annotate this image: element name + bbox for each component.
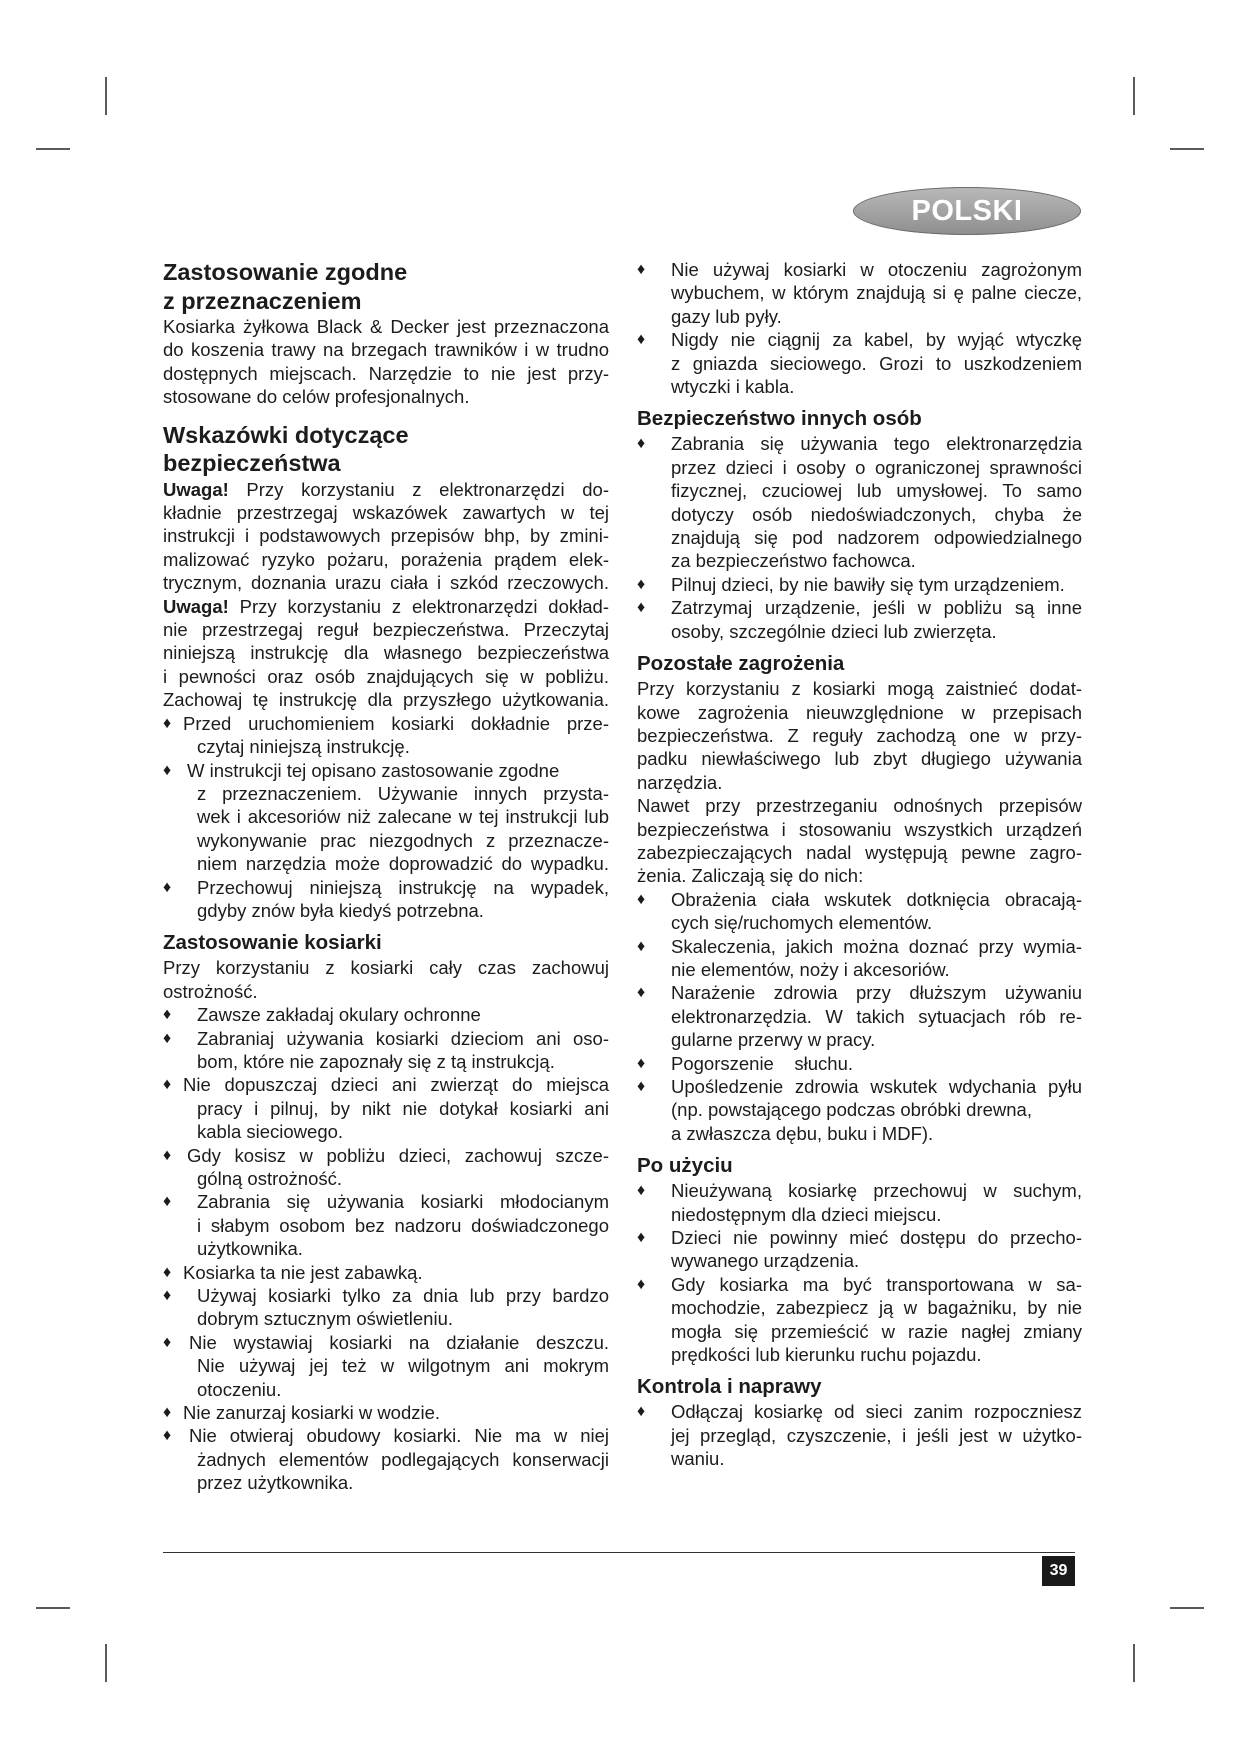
crop-mark bbox=[1170, 148, 1204, 150]
bullet-diamond-icon: ♦ bbox=[163, 1146, 172, 1164]
bullet-diamond-icon: ♦ bbox=[637, 261, 646, 278]
list-item: ♦ Nie wystawiaj kosiarki na działanie deszczu. Nie używaj jej też w wilgotnym ani mokrym otoczeniu. bbox=[163, 1331, 609, 1400]
section-title-after-use: Po użyciu bbox=[637, 1154, 733, 1178]
bullet-diamond-icon: ♦ bbox=[637, 1182, 646, 1200]
bullet-diamond-icon: ♦ bbox=[163, 1333, 172, 1351]
bullet-diamond-icon: ♦ bbox=[163, 1427, 172, 1445]
after-use-bullet-list bbox=[637, 1179, 1082, 1366]
bullet-diamond-icon: ♦ bbox=[637, 435, 646, 453]
bullet-diamond-icon: ♦ bbox=[637, 331, 646, 349]
section-title-intended-use: Zastosowanie zgodne z przeznaczeniem bbox=[163, 259, 408, 314]
section-title-mower-use: Zastosowanie kosiarki bbox=[163, 931, 382, 955]
bullet-diamond-icon: ♦ bbox=[163, 1006, 172, 1024]
list-item: ♦ Zawsze zakładaj okulary ochronne bbox=[163, 1004, 481, 1026]
others-safety-bullet-list bbox=[637, 432, 1082, 643]
bullet-diamond-icon: ♦ bbox=[163, 761, 172, 779]
crop-mark bbox=[36, 1607, 70, 1609]
safety-bullet-list bbox=[163, 712, 609, 923]
page-number: 39 bbox=[1042, 1556, 1075, 1586]
list-item: ♦ Gdy kosisz w pobliżu dzieci, zachowuj szcze- gólną ostrożność. bbox=[163, 1144, 609, 1189]
residual-risks-paragraph-2: Nawet przy przestrzeganiu odnośnych przepisów bezpieczeństwa i stosowaniu wszystkich urządzeń zabezpieczających nadal występują pewne zagro- żenia. Zaliczają się do nich: bbox=[637, 795, 1082, 887]
warning-paragraph-2: Uwaga! Przy korzystaniu z elektronarzędzi dokład- nie przestrzegaj reguł bezpieczeństwa. Przeczytaj niniejszą instrukcję dla własnego bezpieczeństwa i pewności oraz osób znajdujących się w pobliżu. Zachowaj tę instrukcję dla przyszłego użytkowania. bbox=[163, 595, 609, 711]
bullet-diamond-icon: ♦ bbox=[163, 878, 172, 896]
bullet-diamond-icon: ♦ bbox=[637, 1403, 646, 1421]
list-item: ♦ Pilnuj dzieci, by nie bawiły się tym urządzeniem. bbox=[637, 573, 1065, 595]
crop-mark bbox=[1133, 1644, 1135, 1682]
language-badge: POLSKI bbox=[853, 187, 1081, 235]
list-item: ♦ Zabrania się używania tego elektronarzędzia przez dzieci i osoby o ograniczonej sprawności fizycznej, czuciowej lub umysłowej. To samo dotyczy osób niedoświadczonych, chyba że znajdują się pod nadzorem odpowiedzialnego za bezpieczeństwo fachowca. bbox=[637, 433, 1082, 572]
list-item: ♦ Odłączaj kosiarkę od sieci zanim rozpoczniesz jej przegląd, czyszczenie, i jeśli jest w użytko- waniu. bbox=[637, 1401, 1082, 1470]
bullet-diamond-icon: ♦ bbox=[163, 1076, 172, 1094]
bullet-diamond-icon: ♦ bbox=[637, 599, 646, 617]
list-item: ♦ Przed uruchomieniem kosiarki dokładnie prze- czytaj niniejszą instrukcję. bbox=[163, 712, 609, 758]
list-item: ♦ Zabrania się używania kosiarki młodocianym i słabym osobom bez nadzoru doświadczonego użytkownika. bbox=[163, 1191, 609, 1260]
section-title-inspection-repairs: Kontrola i naprawy bbox=[637, 1375, 822, 1399]
list-item: ♦ Obrażenia ciała wskutek dotknięcia obracają- cych się/ruchomych elementów. bbox=[637, 888, 1082, 934]
bullet-diamond-icon: ♦ bbox=[637, 1054, 646, 1072]
list-item: ♦ Nie używaj kosiarki w otoczeniu zagrożonym wybuchem, w którym znajdują si ę palne ciecze, gazy lub pyły. bbox=[637, 259, 1082, 327]
mower-use-paragraph: Przy korzystaniu z kosiarki cały czas zachowuj ostrożność. bbox=[163, 957, 609, 1002]
bullet-diamond-icon: ♦ bbox=[163, 1193, 172, 1211]
section-title-residual-risks: Pozostałe zagrożenia bbox=[637, 652, 845, 676]
list-item: ♦ Dzieci nie powinny mieć dostępu do przecho- wywanego urządzenia. bbox=[637, 1227, 1082, 1272]
list-item: ♦ Kosiarka ta nie jest zabawką. bbox=[163, 1261, 423, 1283]
list-item: ♦ Skaleczenia, jakich można doznać przy wymia- nie elementów, noży i akcesoriów. bbox=[637, 935, 1082, 980]
bullet-diamond-icon: ♦ bbox=[637, 1275, 646, 1293]
list-item: ♦ Przechowuj niniejszą instrukcję na wypadek, gdyby znów była kiedyś potrzebna. bbox=[163, 876, 609, 921]
list-item: ♦ W instrukcji tej opisano zastosowanie zgodne z przeznaczeniem. Używanie innych przysta- wek i akcesoriów niż zalecane w tej instrukcji lub wykonywanie prac niezgodnych z przeznacze- niem narzędzia może doprowadzić do wypadku. bbox=[163, 759, 609, 875]
list-item: ♦ Nieużywaną kosiarkę przechowuj w suchym, niedostępnym dla dzieci miejscu. bbox=[637, 1180, 1082, 1225]
intended-use-paragraph: Kosiarka żyłkowa Black & Decker jest przeznaczona do koszenia trawy na brzegach trawników i w trudno dostępnych miejscach. Narzędzie to nie jest przy- stosowane do celów profesjonalnych. bbox=[163, 316, 609, 408]
environment-bullet-list bbox=[637, 258, 1082, 398]
crop-mark bbox=[1133, 77, 1135, 115]
residual-risks-bullet-list bbox=[637, 888, 1082, 1145]
list-item: ♦ Nie otwieraj obudowy kosiarki. Nie ma w niej żadnych elementów podlegających konserwacji przez użytkownika. bbox=[163, 1425, 609, 1494]
warning-paragraph-1: Uwaga! Przy korzystaniu z elektronarzędzi do- kładnie przestrzegaj wskazówek zawartych w tej instrukcji i podstawowych przepisów bhp, by zmini- malizować ryzyko pożaru, porażenia prądem elek- trycznym, doznania urazu ciała i szkód rzeczowych. bbox=[163, 478, 609, 594]
list-item: ♦ Nie zanurzaj kosiarki w wodzie. bbox=[163, 1402, 441, 1424]
bullet-diamond-icon: ♦ bbox=[637, 575, 646, 593]
bullet-diamond-icon: ♦ bbox=[637, 937, 646, 955]
list-item: ♦ Używaj kosiarki tylko za dnia lub przy bardzo dobrym sztucznym oświetleniu. bbox=[163, 1285, 609, 1330]
inspection-bullet-list bbox=[637, 1400, 1082, 1470]
bullet-diamond-icon: ♦ bbox=[163, 1263, 172, 1281]
list-item: ♦ Nigdy nie ciągnij za kabel, by wyjąć wtyczkę z gniazda sieciowego. Grozi to uszkodzeniem wtyczki i kabla. bbox=[637, 329, 1082, 398]
warning-label: Uwaga! bbox=[163, 595, 229, 617]
crop-mark bbox=[1170, 1607, 1204, 1609]
warning-label: Uwaga! bbox=[163, 478, 229, 500]
bullet-diamond-icon: ♦ bbox=[637, 1229, 646, 1247]
list-item: ♦ Zatrzymaj urządzenie, jeśli w pobliżu są inne osoby, szczególnie dzieci lub zwierzęta. bbox=[637, 597, 1082, 642]
bullet-diamond-icon: ♦ bbox=[637, 984, 646, 1002]
list-item: ♦ Pogorszenie słuchu. bbox=[637, 1052, 854, 1074]
list-item: ♦ Zabraniaj używania kosiarki dzieciom ani oso- bom, które nie zapoznały się z tą instrukcją. bbox=[163, 1027, 609, 1072]
left-column bbox=[163, 258, 609, 1495]
list-item: ♦ Nie dopuszczaj dzieci ani zwierząt do miejsca pracy i pilnuj, by nikt nie dotykał kosiarki ani kabla sieciowego. bbox=[163, 1074, 609, 1143]
residual-risks-paragraph-1: Przy korzystaniu z kosiarki mogą zaistnieć dodat- kowe zagrożenia nieuwzględnione w przepisach bezpieczeństwa. Z reguły zachodzą one w przy- padku niewłaściwego lub zbyt długiego używania narzędzia. bbox=[637, 678, 1082, 793]
right-column bbox=[637, 258, 1082, 1471]
list-item: ♦ Narażenie zdrowia przy dłuższym używaniu elektronarzędzia. W takich sytuacjach rób re- gularne przerwy w pracy. bbox=[637, 982, 1082, 1051]
list-item: ♦ Gdy kosiarka ma być transportowana w sa- mochodzie, zabezpiecz ją w bagażniku, by nie mogła się przemieścić w razie nagłej zmiany prędkości lub kierunku ruchu pojazdu. bbox=[637, 1273, 1082, 1366]
crop-mark bbox=[105, 1644, 107, 1682]
section-title-safety-instructions: Wskazówki dotyczące bezpieczeństwa bbox=[163, 421, 409, 477]
section-title-others-safety: Bezpieczeństwo innych osób bbox=[637, 407, 922, 431]
footer-divider bbox=[163, 1552, 1075, 1553]
bullet-diamond-icon: ♦ bbox=[163, 1029, 172, 1047]
bullet-diamond-icon: ♦ bbox=[163, 1287, 172, 1305]
crop-mark bbox=[36, 148, 70, 150]
bullet-diamond-icon: ♦ bbox=[637, 1078, 646, 1095]
mower-use-bullet-list bbox=[163, 1003, 609, 1495]
bullet-diamond-icon: ♦ bbox=[637, 890, 646, 908]
list-item: ♦ Upośledzenie zdrowia wskutek wdychania pyłu (np. powstającego podczas obróbki drewna, a zwłaszcza dębu, buku i MDF). bbox=[637, 1076, 1082, 1144]
bullet-diamond-icon: ♦ bbox=[163, 714, 172, 732]
crop-mark bbox=[105, 77, 107, 115]
bullet-diamond-icon: ♦ bbox=[163, 1404, 172, 1422]
